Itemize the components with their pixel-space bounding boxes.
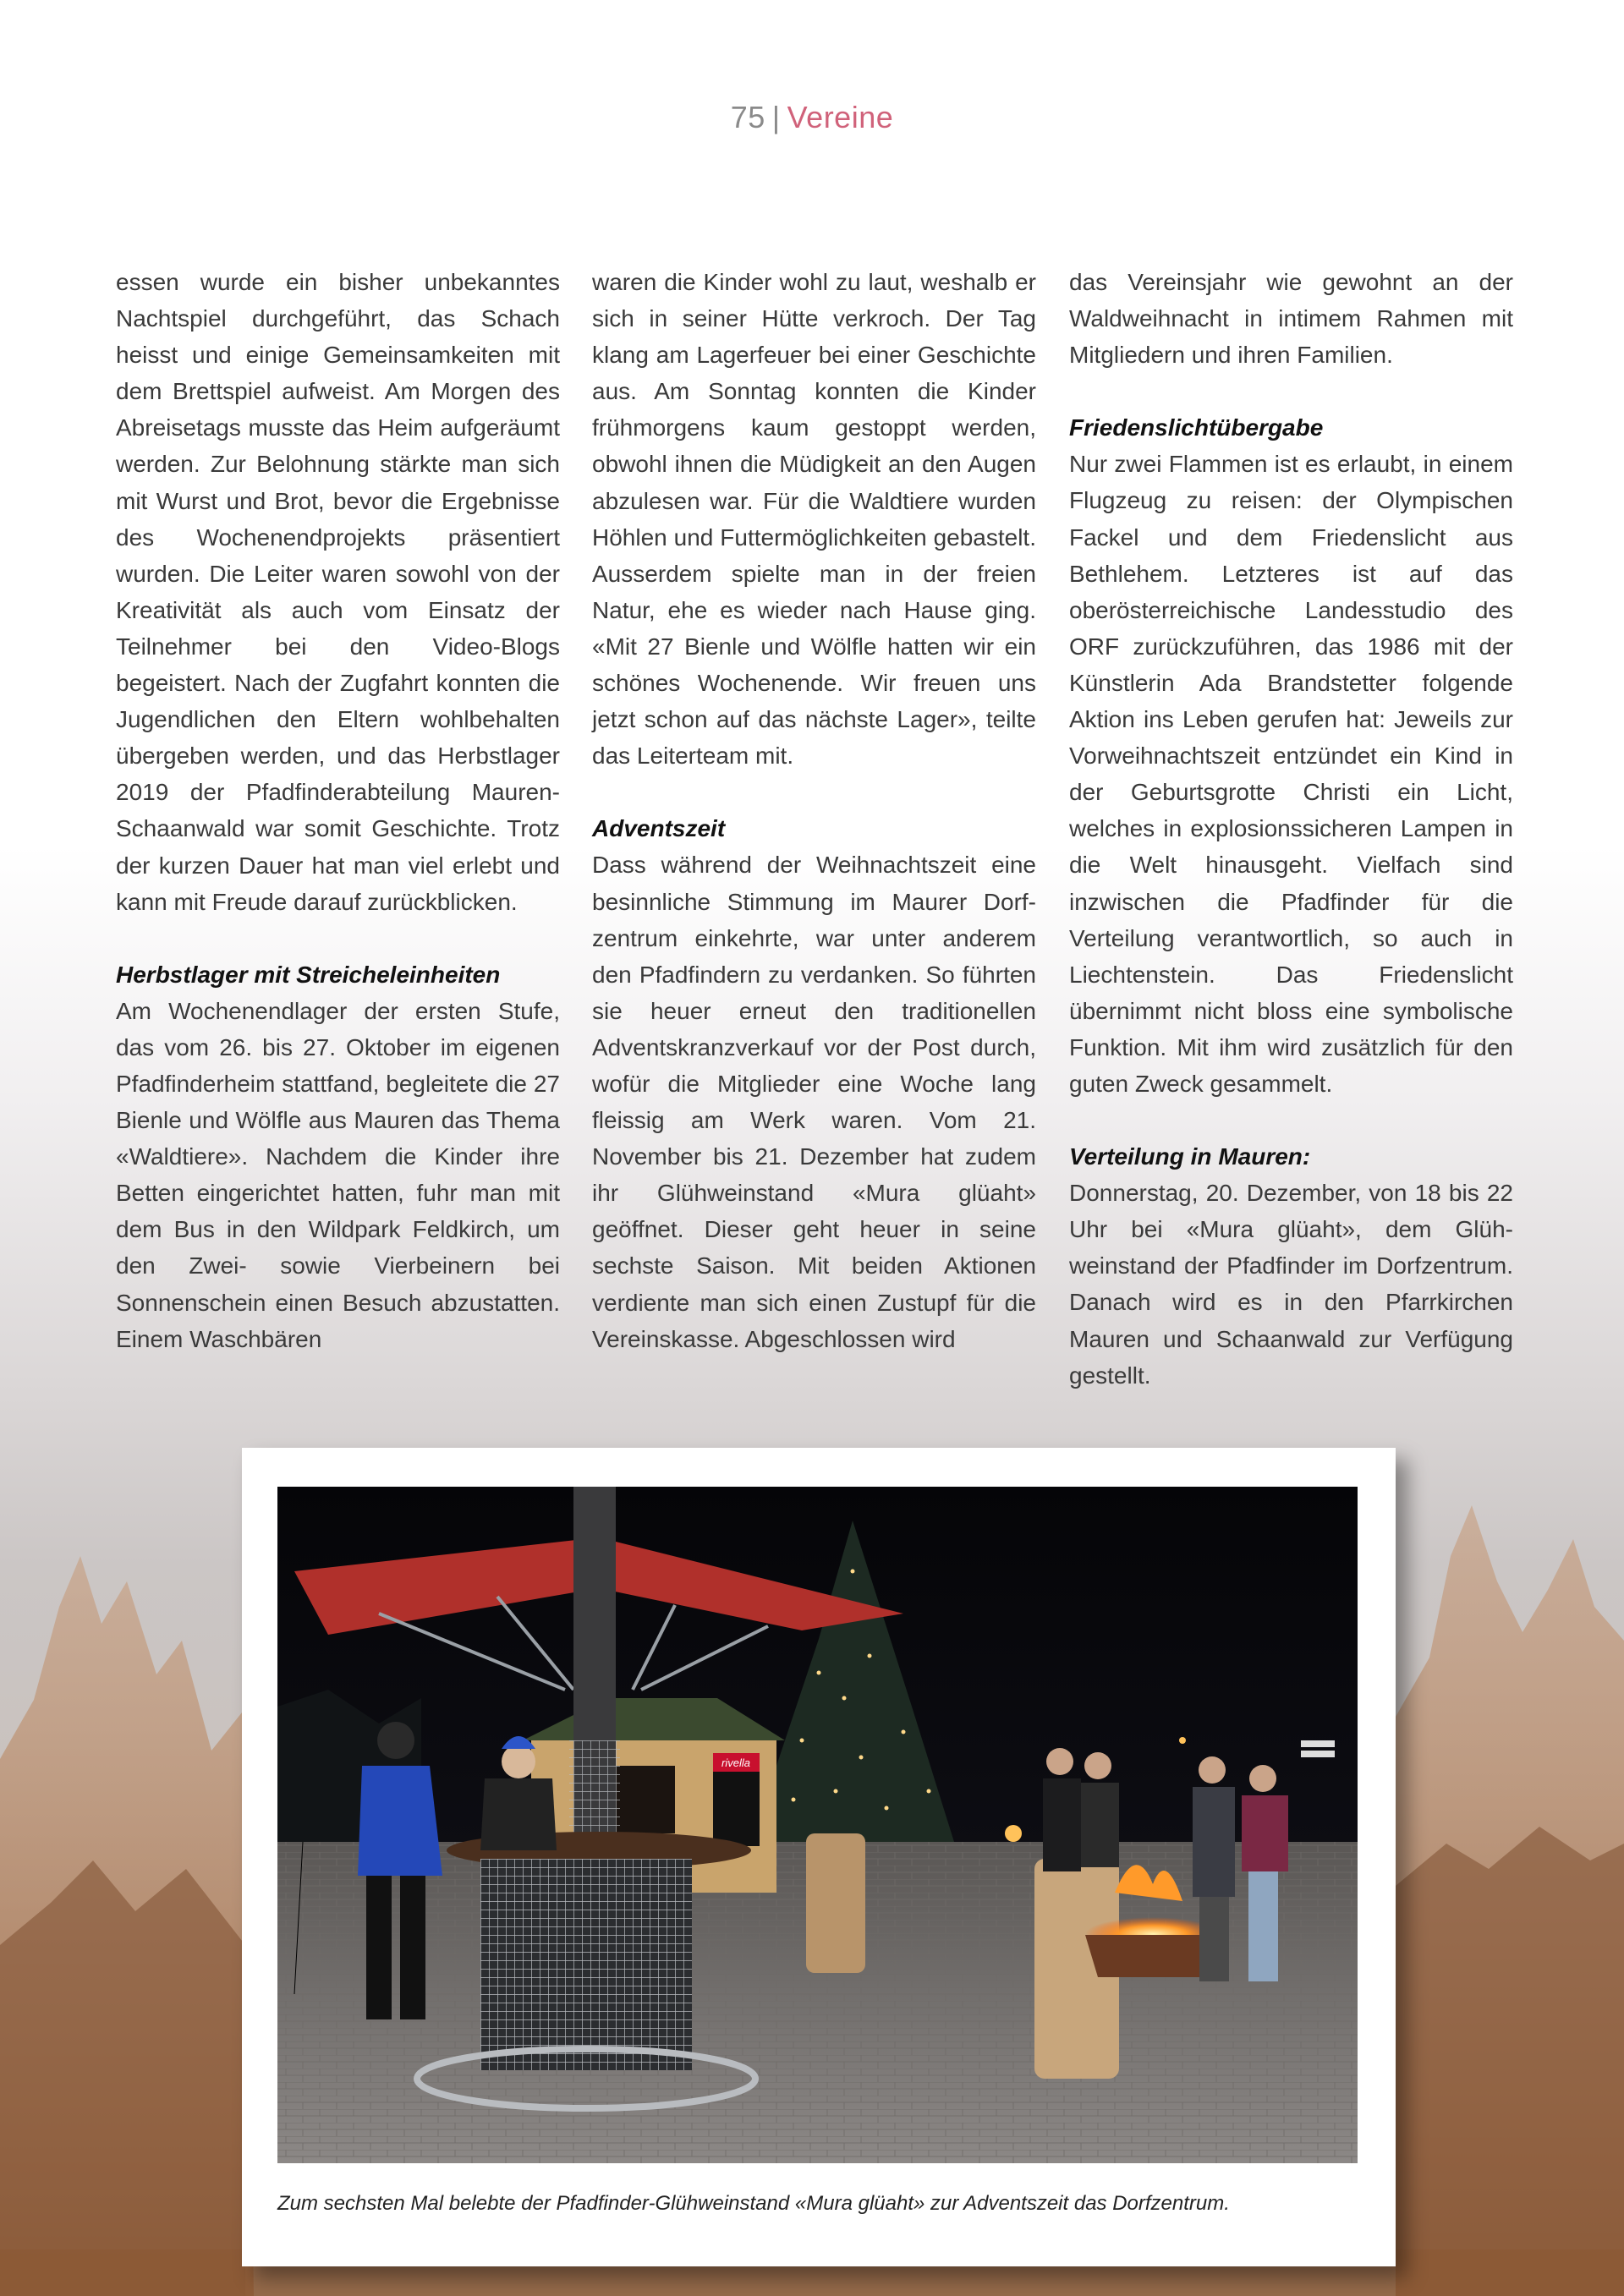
paragraph: waren die Kinder wohl zu laut, weshalb er sich in seiner Hütte verkroch. Der Tag klang am Lagerfeuer bei einer Geschichte aus. Am Sonntag konnten die Kinder frühmorgens kaum gestoppt werden, obwohl ihnen die Müdigkeit an den Augen abzulesen war. Für die Waldtiere wurden Höhlen und Futtermöglichkeiten gebastelt. Ausserdem spielte man in der freien Natur, ehe es wieder nach Hause ging. «Mit 27 Bienle und Wölfle hatten wir ein schönes Wochenende. Wir freuen uns jetzt schon auf das nächste Lager», teilte das Leiterteam mit.	[592, 269, 1036, 770]
paragraph: das Vereinsjahr wie gewohnt an der Waldweihnacht in intimem Rahmen mit Mitgliedern und ihren Familien.	[1069, 269, 1513, 369]
stand-sign-brand: rivella	[721, 1756, 750, 1769]
page-header	[0, 100, 1624, 135]
photo-illustration	[277, 1487, 1358, 2163]
header-separator: |	[771, 100, 781, 134]
photo-caption: Zum sechsten Mal belebte der Pfadfinder-Glühweinstand «Mura glüaht» zur Adventszeit das Dorfzentrum.	[277, 2192, 1230, 2215]
article-column-2	[592, 264, 1036, 1357]
paragraph: Nur zwei Flammen ist es erlaubt, in einem Flugzeug zu reisen: der Olympischen Fackel und dem Friedenslicht aus Bethlehem. Letzteres ist auf das oberösterreichische Landesstudio des ORF zurückzuführen, das 1986 mit der Künstlerin Ada Brandstetter folgende Aktion ins Leben gerufen hat: Jeweils zur Vorweihnachtszeit entzündet ein Kind in der Geburtsgrotte Christi ein Licht, welches in explosionssicheren Lampen in die Welt hinausgeht. Vielfach sind inzwischen die Pfadfinder für die Verteilung verantwortlich, so auch in Liechtenstein. Das Friedenslicht übernimmt nicht bloss eine symbolische Funktion. Mit ihm wird zusätzlich für den guten Zweck gesammelt.	[1069, 451, 1513, 1097]
subheading-adventszeit: Adventszeit	[592, 815, 726, 842]
subheading-friedenslicht: Friedenslichtübergabe	[1069, 414, 1324, 441]
article-column-1	[116, 264, 560, 1357]
subheading-herbstlager: Herbstlager mit Streicheleinheiten	[116, 961, 501, 988]
section-title: Vereine	[787, 100, 894, 134]
paragraph: Am Wochenendlager der ersten Stufe, das vom 26. bis 27. Oktober im eigenen Pfadfinderheim stattfand, begleitete die 27 Bienle und Wölfle aus Mauren das Thema «Waldtiere». Nachdem die Kinder ihre Betten eingerichtet hatten, fuhr man mit dem Bus in den Wildpark Feldkirch, um den Zwei- sowie Vierbeinern bei Sonnenschein einen Besuch abzustatten. Einem Waschbären	[116, 997, 560, 1352]
page-number: 75	[730, 100, 765, 134]
article-column-3	[1069, 264, 1513, 1394]
photo-gluehweinstand-night	[277, 1487, 1358, 2163]
stand-sign	[713, 1753, 760, 1846]
paragraph: Donnerstag, 20. Dezember, von 18 bis 22 Uhr bei «Mura glüaht», dem Glühweinstand der Pfadfinder im Dorfzentrum. Danach wird es in den Pfarrkirchen Mauren und Schaanwald zur Verfügung gestellt.	[1069, 1180, 1513, 1389]
subheading-verteilung: Verteilung in Mauren:	[1069, 1143, 1311, 1170]
paragraph: Dass während der Weihnachtszeit eine besinnliche Stimmung im Maurer Dorfzentrum einkehrte, war unter anderem den Pfadfindern zu verdanken. So führten sie heuer erneut den traditionellen Adventskranzverkauf vor der Post durch, wofür die Mitglieder eine Woche lang fleissig am Werk waren. Vom 21. November bis 21. Dezember hat zudem ihr Glühweinstand «Mura glüaht» geöffnet. Dieser geht heuer in seine sechste Saison. Mit beiden Aktionen verdiente man sich einen Zustupf für die Vereinskasse. Abgeschlossen wird	[592, 852, 1036, 1352]
photo-frame	[242, 1448, 1396, 2266]
paragraph: essen wurde ein bisher unbekanntes Nachtspiel durchgeführt, das Schach heisst und einige Gemeinsamkeiten mit dem Brettspiel aufweist. Am Morgen des Abreisetags musste das Heim aufgeräumt werden. Zur Belohnung stärkte man sich mit Wurst und Brot, bevor die Ergebnisse des Wochenendprojekts präsentiert wurden. Die Leiter waren sowohl von der Kreativität als auch vom Einsatz der Teilnehmer bei den Video-Blogs begeistert. Nach der Zugfahrt konnten die Jugendlichen den Eltern wohlbehalten übergeben werden, und das Herbstlager 2019 der Pfadfinderabteilung Mauren-Schaanwald war somit Geschichte. Trotz der kurzen Dauer hat man viel erlebt und kann mit Freude darauf zurückblicken.	[116, 269, 560, 915]
